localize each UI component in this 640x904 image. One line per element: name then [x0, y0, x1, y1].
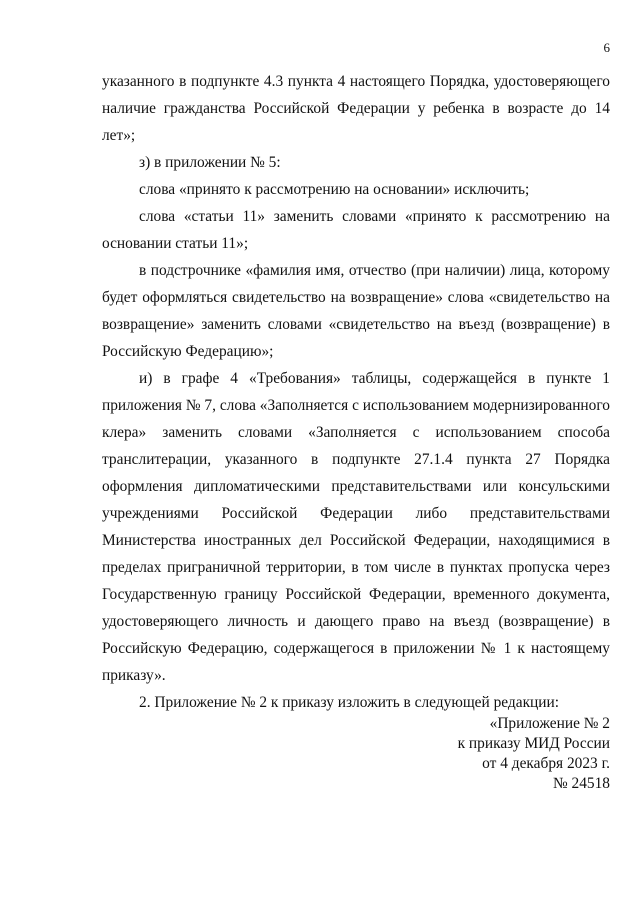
paragraph-replace-article: слова «статьи 11» заменить словами «принято к рассмотрению на основании статьи 11»;: [102, 208, 610, 252]
page-number: 6: [603, 40, 610, 55]
annex-title: «Приложение № 2: [489, 715, 610, 732]
paragraph-continuation: указанного в подпункте 4.3 пункта 4 настоящего Порядка, удостоверяющего наличие гражданства Российской Федерации у ребенка в возрасте до 14 лет»;: [102, 73, 610, 144]
paragraph-subscript: в подстрочнике «фамилия имя, отчество (при наличии) лица, которому будет оформляться свидетельство на возвращение» слова «свидетельство на возвращение» заменить словами «свидетельство на въезд (возвращение) в Российскую Федерацию»;: [102, 262, 610, 360]
annex-order-ref: к приказу МИД России: [457, 735, 610, 752]
paragraph-item-z: з) в приложении № 5:: [139, 154, 281, 171]
paragraph-item-2: 2. Приложение № 2 к приказу изложить в следующей редакции:: [139, 694, 560, 711]
document-body: [102, 68, 610, 716]
annex-date: от 4 декабря 2023 г.: [482, 755, 610, 772]
annex-header: [458, 714, 610, 794]
paragraph-item-i: и) в графе 4 «Требования» таблицы, содержащейся в пункте 1 приложения № 7, слова «Заполняется с использованием модернизированного клера» заменить словами «Заполняется с использованием способа транслитерации, указанного в подпункте 27.1.4 пункта 27 Порядка оформления дипломатическими представительствами или консульскими учреждениями Российской Федерации либо представительствами Министерства иностранных дел Российской Федерации, находящимися в пределах приграничной территории, в том числе в пунктах пропуска через Государственную границу Российской Федерации, временного документа, удостоверяющего личность и дающего право на въезд (возвращение) в Российскую Федерацию, содержащегося в приложении № 1 к настоящему приказу».: [102, 370, 610, 684]
annex-number: № 24518: [552, 775, 610, 792]
paragraph-exclude-words: слова «принято к рассмотрению на основании» исключить;: [139, 181, 530, 198]
